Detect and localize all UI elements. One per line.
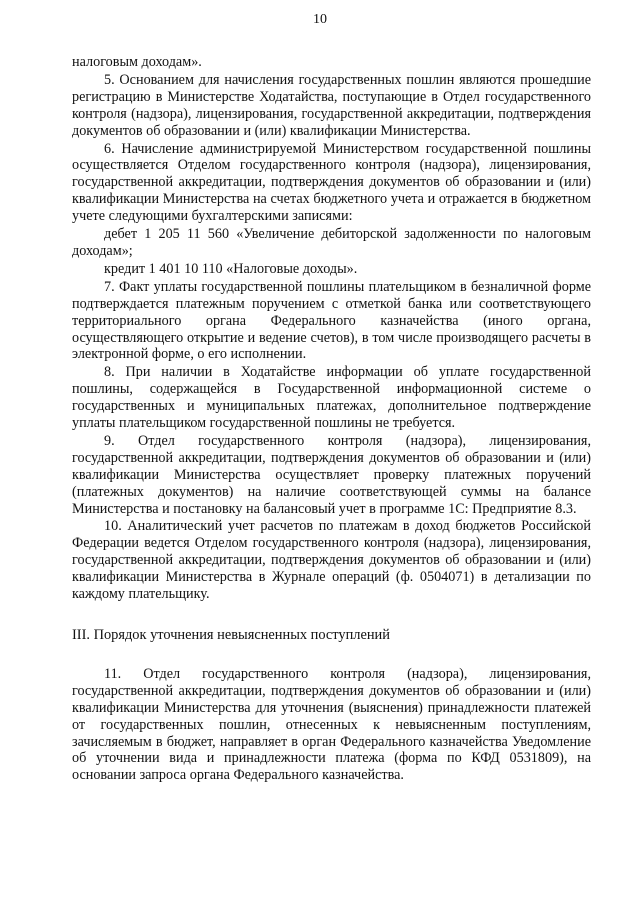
document-body bbox=[72, 54, 591, 784]
paragraph-8: 8. При наличии в Ходатайстве информации об уплате государственной пошлины, содержащейся в Государственной информационной системе о государственных и муниципальных платежах, дополнительное подтверждение уплаты плательщиком государственной пошлины не требуется. bbox=[72, 364, 591, 432]
paragraph-7: 7. Факт уплаты государственной пошлины плательщиком в безналичной форме подтверждается платежным поручением с отметкой банка или соответствующего территориального органа Федерального казначейства (иного органа, осуществляющего открытие и ведение счетов), в том числе производящего расчеты в электронной форме, о его исполнении. bbox=[72, 278, 591, 363]
paragraph-11: 11. Отдел государственного контроля (надзора), лицензирования, государственной аккредитации, подтверждения документов об образовании и (или) квалификации Министерства для уточнения (выяснения) принадлежности платежей от государственных пошлин, отнесенных к невыясненным поступлениям, зачисляемым в бюджет, направляет в орган Федерального казначейства Уведомление об уточнении вида и принадлежности платежа (форма по КФД 0531809), на основании запроса органа Федерального казначейства. bbox=[72, 665, 591, 784]
paragraph-6-debit-entry: дебет 1 205 11 560 «Увеличение дебиторской задолженности по налоговым доходам»; bbox=[72, 226, 591, 259]
paragraph-continuation: налоговым доходам». bbox=[72, 54, 202, 70]
paragraph-6-credit-entry: кредит 1 401 10 110 «Налоговые доходы». bbox=[104, 260, 358, 277]
section-heading-3: III. Порядок уточнения невыясненных поступлений bbox=[72, 627, 390, 643]
paragraph-9: 9. Отдел государственного контроля (надзора), лицензирования, государственной аккредитации, подтверждения документов об образовании и (или) квалификации Министерства осуществляет проверку платежных поручений (платежных документов) на наличие соответствующей суммы на балансе Министерства и постановку на балансовый учет в программе 1С: Предприятие 8.3. bbox=[72, 432, 591, 517]
paragraph-10: 10. Аналитический учет расчетов по платежам в доход бюджетов Российской Федерации ведется Отделом государственного контроля (надзора), лицензирования, государственной аккредитации, подтверждения документов об образовании и (или) квалификации Министерства в Журнале операций (ф. 0504071) в детализации по каждому плательщику. bbox=[72, 518, 591, 603]
paragraph-5: 5. Основанием для начисления государственных пошлин являются прошедшие регистрацию в Министерстве Ходатайства, поступающие в Отдел государственного контроля (надзора), лицензирования, государственной аккредитации, подтверждения документов об образовании и (или) квалификации Министерства. bbox=[72, 71, 591, 139]
page-number: 10 bbox=[313, 12, 327, 27]
paragraph-6: 6. Начисление администрируемой Министерством государственной пошлины осуществляется Отделом государственного контроля (надзора), лицензирования, государственной аккредитации, подтверждения документов об образовании и (или) квалификации Министерства на счетах бюджетного учета и отражается в бюджетном учете следующими бухгалтерскими записями: bbox=[72, 140, 591, 225]
